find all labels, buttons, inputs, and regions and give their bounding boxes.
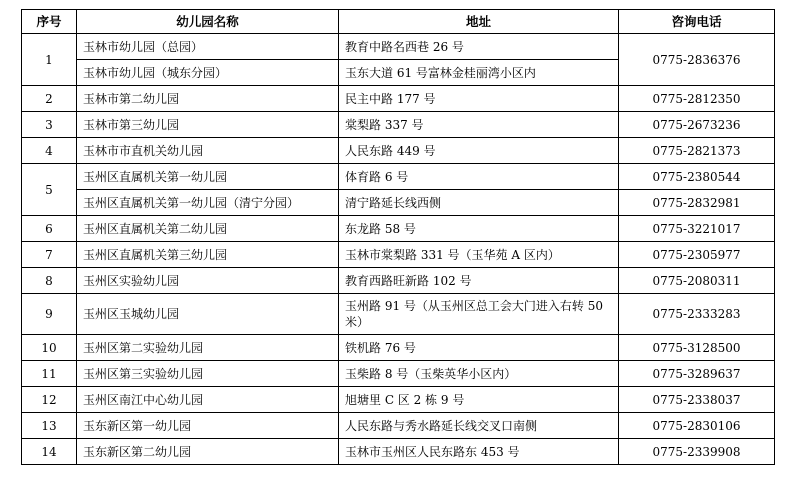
row-name: 玉林市幼儿园（总园） [77,34,339,60]
row-phone: 0775-3221017 [619,216,775,242]
header-address: 地址 [339,10,619,34]
row-seq: 3 [22,112,77,138]
row-address: 铁机路 76 号 [339,335,619,361]
row-phone: 0775-2836376 [619,34,775,86]
row-address: 玉林市玉州区人民东路东 453 号 [339,439,619,465]
row-name: 玉州区直属机关第三幼儿园 [77,242,339,268]
row-seq: 1 [22,34,77,86]
row-seq: 6 [22,216,77,242]
row-phone: 0775-2821373 [619,138,775,164]
table-row [22,387,775,413]
row-phone: 0775-2832981 [619,190,775,216]
table-row [22,112,775,138]
row-name: 玉林市第三幼儿园 [77,112,339,138]
row-seq: 5 [22,164,77,216]
row-name: 玉州区玉城幼儿园 [77,294,339,335]
row-name: 玉州区南江中心幼儿园 [77,387,339,413]
table-row [22,294,775,335]
row-seq: 8 [22,268,77,294]
table-row [22,190,775,216]
header-name: 幼儿园名称 [77,10,339,34]
table-row [22,86,775,112]
row-name: 玉州区第二实验幼儿园 [77,335,339,361]
row-seq: 12 [22,387,77,413]
row-address: 玉东大道 61 号富林金桂丽湾小区内 [339,60,619,86]
row-name: 玉州区直属机关第一幼儿园 [77,164,339,190]
row-phone: 0775-2812350 [619,86,775,112]
kindergarten-table [21,9,775,465]
row-name: 玉林市幼儿园（城东分园） [77,60,339,86]
row-seq: 10 [22,335,77,361]
header-seq: 序号 [22,10,77,34]
row-phone: 0775-2338037 [619,387,775,413]
row-phone: 0775-2080311 [619,268,775,294]
row-phone: 0775-2673236 [619,112,775,138]
row-name: 玉林市市直机关幼儿园 [77,138,339,164]
row-seq: 2 [22,86,77,112]
table-row [22,216,775,242]
row-address: 玉州路 91 号（从玉州区总工会大门进入右转 50 米） [339,294,619,335]
row-phone: 0775-2380544 [619,164,775,190]
table-row [22,268,775,294]
table-row [22,413,775,439]
table-row [22,138,775,164]
row-address: 棠梨路 337 号 [339,112,619,138]
row-address: 清宁路延长线西侧 [339,190,619,216]
row-address: 玉柴路 8 号（玉柴英华小区内） [339,361,619,387]
row-name: 玉林市第二幼儿园 [77,86,339,112]
row-address: 东龙路 58 号 [339,216,619,242]
row-phone: 0775-2305977 [619,242,775,268]
row-seq: 14 [22,439,77,465]
row-name: 玉东新区第二幼儿园 [77,439,339,465]
row-phone: 0775-3128500 [619,335,775,361]
row-address: 体育路 6 号 [339,164,619,190]
row-seq: 9 [22,294,77,335]
table-row [22,335,775,361]
row-name: 玉东新区第一幼儿园 [77,413,339,439]
header-phone: 咨询电话 [619,10,775,34]
row-name: 玉州区直属机关第二幼儿园 [77,216,339,242]
row-phone: 0775-2333283 [619,294,775,335]
row-name: 玉州区直属机关第一幼儿园（清宁分园） [77,190,339,216]
row-address: 人民东路 449 号 [339,138,619,164]
row-address: 教育中路名西巷 26 号 [339,34,619,60]
row-address: 教育西路旺新路 102 号 [339,268,619,294]
table-row [22,164,775,190]
row-address: 旭塘里 C 区 2 栋 9 号 [339,387,619,413]
table-row [22,439,775,465]
row-name: 玉州区实验幼儿园 [77,268,339,294]
row-seq: 4 [22,138,77,164]
table-row [22,361,775,387]
row-seq: 7 [22,242,77,268]
row-phone: 0775-3289637 [619,361,775,387]
row-phone: 0775-2830106 [619,413,775,439]
table-row [22,242,775,268]
row-address: 玉林市棠梨路 331 号（玉华苑 A 区内） [339,242,619,268]
table-row [22,34,775,60]
row-address: 人民东路与秀水路延长线交叉口南侧 [339,413,619,439]
header-row [22,10,775,34]
row-name: 玉州区第三实验幼儿园 [77,361,339,387]
row-seq: 13 [22,413,77,439]
row-seq: 11 [22,361,77,387]
row-address: 民主中路 177 号 [339,86,619,112]
row-phone: 0775-2339908 [619,439,775,465]
